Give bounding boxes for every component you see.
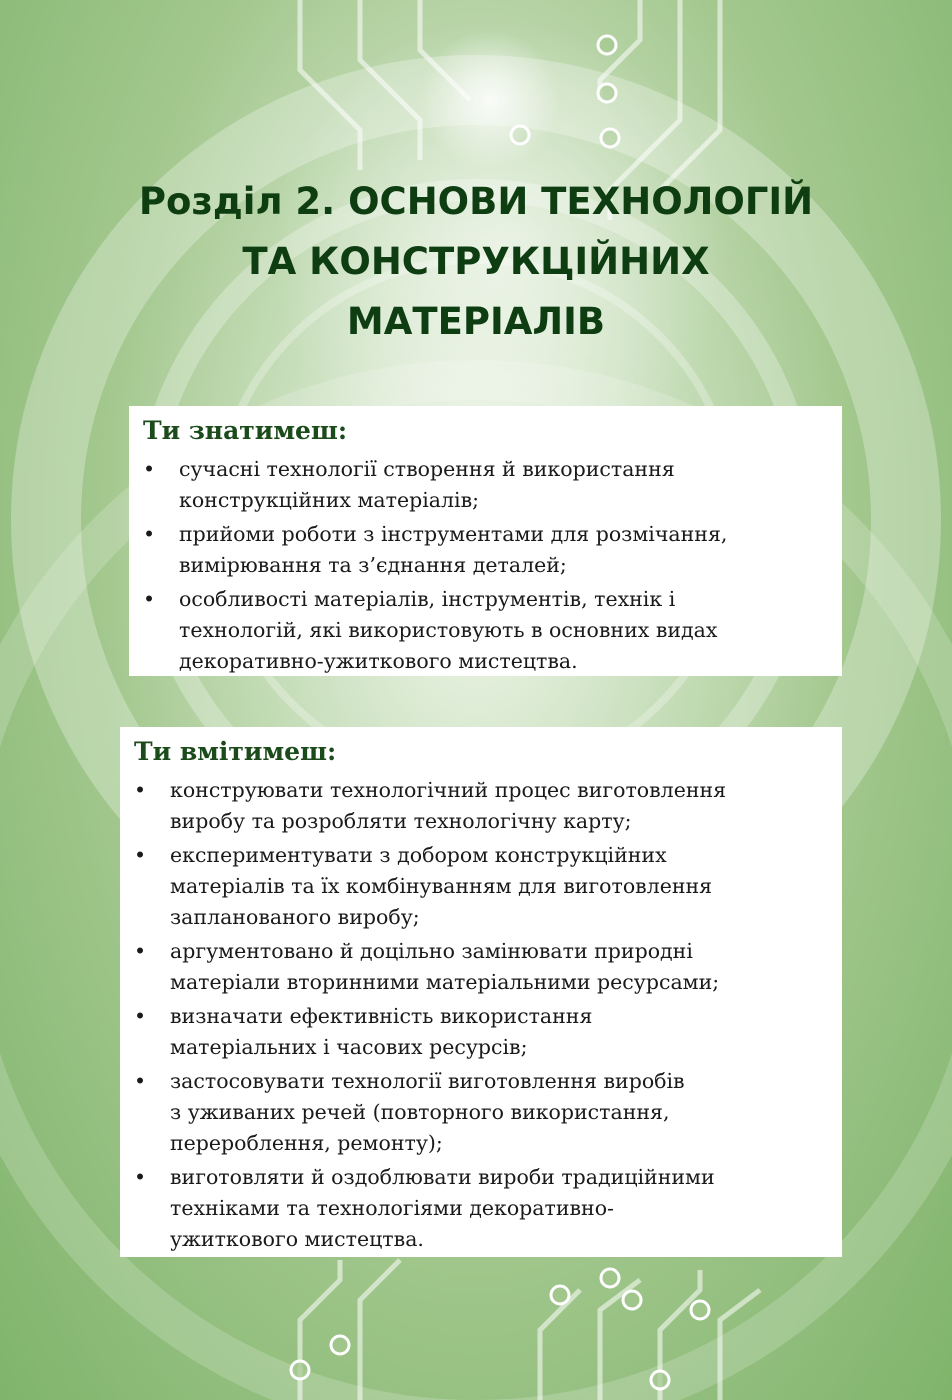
bullet-icon: •	[134, 1069, 147, 1093]
item-line: матеріалів та їх комбінуванням для виготовлення	[170, 874, 713, 898]
item-line: виготовляти й оздоблювати вироби традиційними	[170, 1165, 715, 1189]
list-item	[143, 584, 826, 677]
list-item	[134, 840, 826, 933]
know-box	[129, 406, 842, 676]
bullet-icon: •	[134, 1165, 147, 1189]
list-item	[134, 775, 826, 837]
item-line: техніками та технологіями декоративно-	[170, 1196, 614, 1220]
item-line: вимірювання та з’єднання деталей;	[179, 553, 567, 577]
know-list	[143, 454, 826, 677]
item-line: матеріальних і часових ресурсів;	[170, 1035, 528, 1059]
item-line: конструювати технологічний процес виготовлення	[170, 778, 727, 802]
can-list	[134, 775, 826, 1255]
bullet-icon: •	[134, 939, 147, 963]
list-item	[134, 936, 826, 998]
item-line: з уживаних речей (повторного використання,	[170, 1100, 670, 1124]
item-line: декоративно-ужиткового мистецтва.	[179, 649, 578, 673]
bullet-icon: •	[143, 522, 156, 546]
item-line: конструкційних матеріалів;	[179, 488, 480, 512]
section-heading-line-2: ТА КОНСТРУКЦІЙНИХ	[242, 240, 710, 283]
item-line: матеріали вторинними матеріальними ресурсами;	[170, 970, 720, 994]
bullet-icon: •	[134, 843, 147, 867]
item-line: технологій, які використовують в основних видах	[179, 618, 718, 642]
item-line: застосовувати технології виготовлення виробів	[170, 1069, 685, 1093]
item-line: прийоми роботи з інструментами для розмічання,	[179, 522, 728, 546]
item-line: визначати ефективність використання	[170, 1004, 593, 1028]
list-item	[134, 1066, 826, 1159]
item-line: ужиткового мистецтва.	[170, 1227, 424, 1251]
can-box-title: Ти вмітимеш:	[134, 737, 337, 766]
bullet-icon: •	[143, 587, 156, 611]
list-item	[134, 1001, 826, 1063]
item-line: аргументовано й доцільно замінювати природні	[170, 939, 693, 963]
bullet-icon: •	[143, 457, 156, 481]
list-item	[143, 519, 826, 581]
section-heading-line-3: МАТЕРІАЛІВ	[346, 300, 606, 343]
section-heading-line-1: Розділ 2. ОСНОВИ ТЕХНОЛОГІЙ	[138, 180, 814, 223]
item-line: сучасні технології створення й використання	[179, 457, 675, 481]
item-line: запланованого виробу;	[170, 905, 420, 929]
know-box-title: Ти знатимеш:	[143, 416, 348, 445]
item-line: особливості матеріалів, інструментів, технік і	[179, 587, 676, 611]
section-heading	[0, 172, 952, 352]
list-item	[143, 454, 826, 516]
can-box	[120, 727, 842, 1257]
bullet-icon: •	[134, 778, 147, 802]
item-line: експериментувати з добором конструкційних	[170, 843, 667, 867]
list-item	[134, 1162, 826, 1255]
item-line: виробу та розробляти технологічну карту;	[170, 809, 632, 833]
bullet-icon: •	[134, 1004, 147, 1028]
item-line: перероблення, ремонту);	[170, 1131, 443, 1155]
